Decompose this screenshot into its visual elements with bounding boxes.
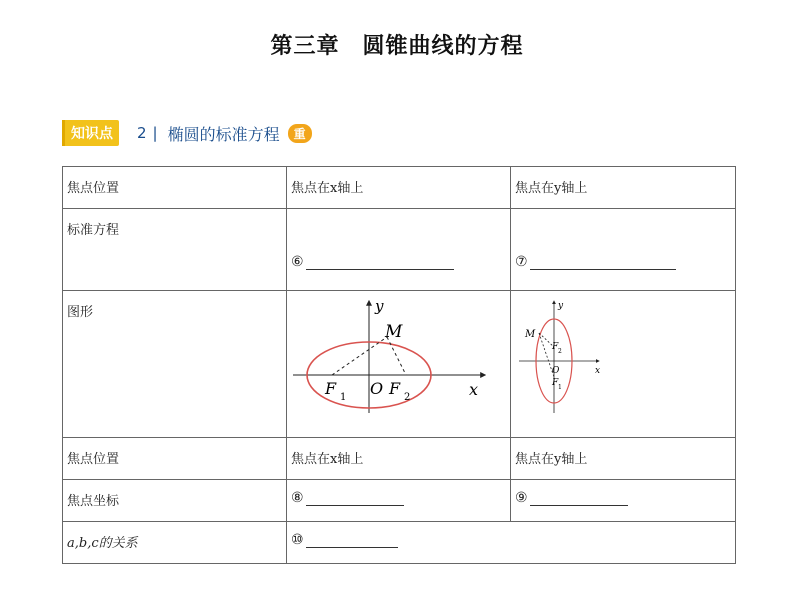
abc-relation-blank-cell bbox=[287, 522, 736, 564]
m-label: M bbox=[385, 322, 403, 342]
x-label: x bbox=[469, 380, 479, 399]
cell-y-axis: 焦点在y轴上 bbox=[511, 167, 736, 209]
f2-subscript: 2 bbox=[558, 348, 562, 355]
row-label: 焦点位置 bbox=[63, 438, 287, 480]
ellipse-standard-equation-table bbox=[62, 166, 736, 564]
blank-number: ⑩ bbox=[291, 532, 304, 548]
answer-blank-line[interactable] bbox=[306, 253, 454, 270]
cell-x-axis: 焦点在x轴上 bbox=[287, 167, 511, 209]
origin-label: O bbox=[552, 366, 560, 376]
equation-blank-cell bbox=[287, 209, 511, 291]
knowledge-point-separator: | bbox=[152, 124, 158, 142]
blank-number: ⑨ bbox=[515, 490, 528, 506]
key-point-badge: 重 bbox=[288, 124, 312, 143]
origin-label: O bbox=[370, 379, 384, 398]
table-row bbox=[63, 209, 736, 291]
focal-radius-2 bbox=[387, 337, 406, 375]
table-row bbox=[63, 522, 736, 564]
f1-label: F bbox=[325, 379, 337, 398]
f2-label: F bbox=[389, 379, 401, 398]
x-label: x bbox=[595, 366, 601, 376]
answer-blank-line[interactable] bbox=[530, 253, 676, 270]
y-label: y bbox=[558, 301, 564, 311]
page-title: 第三章 圆锥曲线的方程 bbox=[270, 34, 524, 59]
row-label: 焦点位置 bbox=[63, 167, 287, 209]
f1-subscript: 1 bbox=[558, 384, 562, 391]
y-label: y bbox=[375, 297, 384, 315]
knowledge-point-title: 椭圆的标准方程 bbox=[167, 124, 280, 144]
m-label: M bbox=[525, 329, 536, 340]
knowledge-point-number: 2 bbox=[137, 124, 147, 142]
ellipse-y-axis-figure bbox=[511, 291, 736, 427]
table-row bbox=[63, 480, 736, 522]
equation-blank-cell bbox=[511, 209, 736, 291]
row-label: 标准方程 bbox=[63, 209, 287, 291]
f2-subscript: 2 bbox=[404, 392, 411, 403]
blank-number: ⑥ bbox=[291, 254, 304, 270]
answer-blank-line[interactable] bbox=[306, 491, 404, 506]
blank-number: ⑧ bbox=[291, 490, 304, 506]
row-label: 焦点坐标 bbox=[63, 480, 287, 522]
row-label: a,b,c的关系 bbox=[63, 522, 287, 564]
cell-x-axis: 焦点在x轴上 bbox=[287, 438, 511, 480]
focus-coordinate-blank-cell bbox=[511, 480, 736, 522]
row-label: 图形 bbox=[63, 291, 287, 438]
cell-y-axis: 焦点在y轴上 bbox=[511, 438, 736, 480]
knowledge-point-header bbox=[62, 120, 312, 146]
answer-blank-line[interactable] bbox=[306, 533, 398, 548]
table-row bbox=[63, 438, 736, 480]
answer-blank-line[interactable] bbox=[530, 491, 628, 506]
focus-coordinate-blank-cell bbox=[287, 480, 511, 522]
knowledge-point-tag: 知识点 bbox=[62, 120, 119, 146]
f2-label: F bbox=[552, 342, 559, 352]
table-row bbox=[63, 291, 736, 438]
figure-cell-x bbox=[287, 291, 511, 438]
figure-cell-y bbox=[511, 291, 736, 438]
f1-label: F bbox=[552, 378, 559, 388]
table-row bbox=[63, 167, 736, 209]
ellipse-x-axis-figure bbox=[287, 291, 511, 427]
f1-subscript: 1 bbox=[340, 392, 347, 403]
blank-number: ⑦ bbox=[515, 254, 528, 270]
